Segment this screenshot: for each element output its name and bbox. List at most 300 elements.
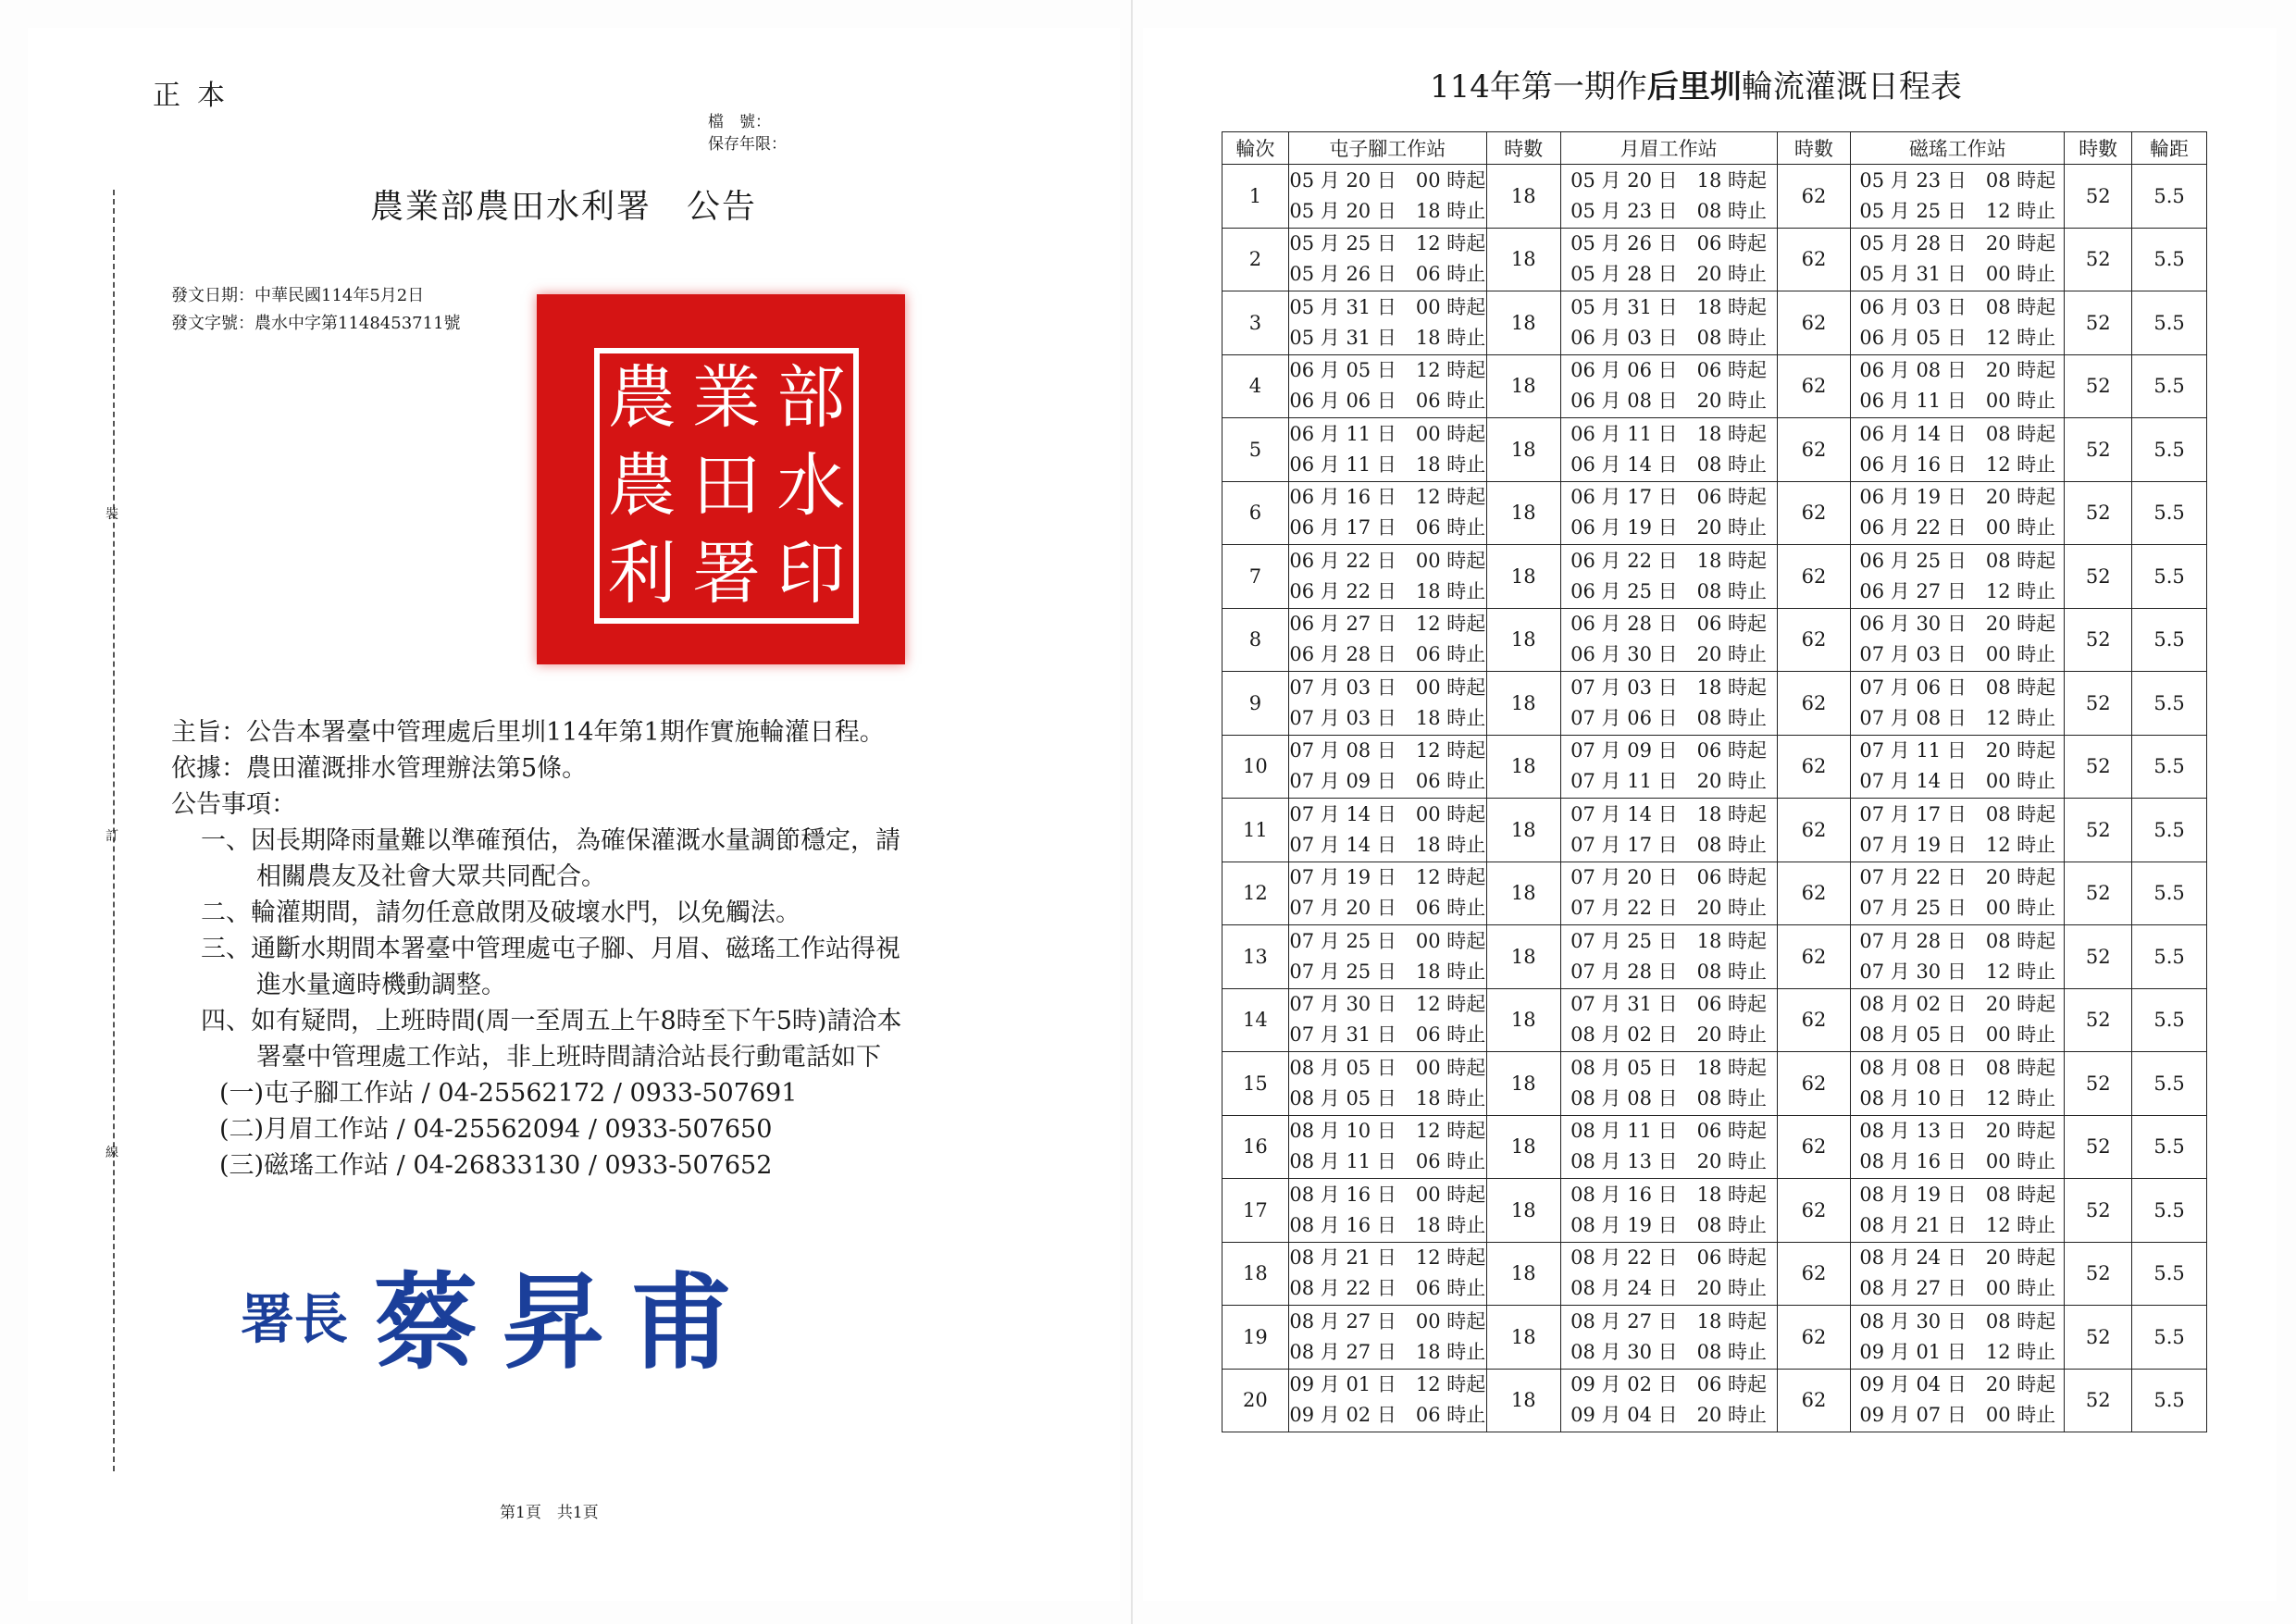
- period-end: 06 月 19 日 20 時止: [1570, 516, 1768, 539]
- yuemei-period: [1560, 1115, 1777, 1179]
- period-end: 07 月 14 日 00 時止: [1859, 770, 2056, 793]
- table-row: [1222, 545, 2207, 609]
- round-number: 4: [1222, 354, 1289, 418]
- yuemei-hours: 62: [1777, 608, 1851, 672]
- rotation-interval: 5.5: [2132, 1242, 2207, 1306]
- period-start: 06 月 28 日 06 時起: [1570, 613, 1768, 636]
- ciyao-hours: 52: [2065, 735, 2132, 799]
- period-end: 07 月 20 日 06 時止: [1289, 897, 1486, 920]
- period-end: 06 月 28 日 06 時止: [1289, 643, 1486, 666]
- seal-glyph: 印: [776, 534, 846, 614]
- period-start: 07 月 17 日 08 時起: [1859, 802, 2056, 825]
- period-end: 06 月 11 日 00 時止: [1859, 390, 2056, 413]
- tunzijiao-period: [1288, 481, 1486, 545]
- yuemei-hours: 62: [1777, 1052, 1851, 1116]
- column-header: 輪次: [1222, 132, 1289, 165]
- period-end: 07 月 09 日 06 時止: [1289, 770, 1486, 793]
- ciyao-period: [1851, 1115, 2065, 1179]
- column-header: 時數: [1777, 132, 1851, 165]
- period-end: 06 月 05 日 12 時止: [1859, 326, 2056, 349]
- period-end: 09 月 07 日 00 時止: [1859, 1404, 2056, 1427]
- period-start: 07 月 31 日 06 時起: [1570, 993, 1768, 1016]
- notice-line: 依據：農田灌溉排水管理辦法第5條。: [171, 754, 588, 783]
- round-number: 6: [1222, 481, 1289, 545]
- tunzijiao-hours: 18: [1486, 862, 1560, 925]
- period-start: 06 月 30 日 20 時起: [1859, 613, 2056, 636]
- period-end: 06 月 22 日 00 時止: [1859, 516, 2056, 539]
- tunzijiao-hours: 18: [1486, 354, 1560, 418]
- rotation-interval: 5.5: [2132, 1306, 2207, 1370]
- period-end: 08 月 13 日 20 時止: [1570, 1150, 1768, 1173]
- period-start: 05 月 20 日 18 時起: [1570, 168, 1768, 192]
- period-start: 07 月 09 日 06 時起: [1570, 739, 1768, 762]
- period-end: 06 月 27 日 12 時止: [1859, 579, 2056, 602]
- notice-line: 相關農友及社會大眾共同配合。: [256, 862, 606, 891]
- period-start: 08 月 16 日 18 時起: [1570, 1183, 1768, 1206]
- ciyao-hours: 52: [2065, 1115, 2132, 1179]
- period-end: 08 月 16 日 18 時止: [1289, 1213, 1486, 1236]
- period-end: 05 月 31 日 00 時止: [1859, 263, 2056, 286]
- period-end: 05 月 23 日 08 時止: [1570, 199, 1768, 222]
- period-start: 08 月 02 日 20 時起: [1859, 993, 2056, 1016]
- period-end: 07 月 19 日 12 時止: [1859, 833, 2056, 856]
- tunzijiao-period: [1288, 988, 1486, 1052]
- period-start: 07 月 28 日 08 時起: [1859, 929, 2056, 952]
- round-number: 11: [1222, 799, 1289, 862]
- round-number: 19: [1222, 1306, 1289, 1370]
- seal-glyph: 農: [607, 445, 676, 526]
- tunzijiao-hours: 18: [1486, 925, 1560, 989]
- ciyao-period: [1851, 1242, 2065, 1306]
- period-end: 06 月 08 日 20 時止: [1570, 390, 1768, 413]
- period-start: 06 月 19 日 20 時起: [1859, 486, 2056, 509]
- period-end: 06 月 11 日 18 時止: [1289, 452, 1486, 476]
- period-start: 07 月 06 日 08 時起: [1859, 676, 2056, 699]
- period-start: 07 月 14 日 00 時起: [1289, 802, 1486, 825]
- table-row: [1222, 291, 2207, 355]
- tunzijiao-hours: 18: [1486, 165, 1560, 229]
- tunzijiao-hours: 18: [1486, 545, 1560, 609]
- issue-date: 發文日期：中華民國114年5月2日: [171, 286, 425, 305]
- period-end: 09 月 04 日 20 時止: [1570, 1404, 1768, 1427]
- yuemei-hours: 62: [1777, 1306, 1851, 1370]
- column-header: 時數: [2065, 132, 2132, 165]
- table-row: [1222, 862, 2207, 925]
- signature-block: [241, 1240, 757, 1389]
- tunzijiao-hours: 18: [1486, 1242, 1560, 1306]
- period-end: 07 月 28 日 08 時止: [1570, 960, 1768, 983]
- ciyao-period: [1851, 862, 2065, 925]
- period-end: 08 月 27 日 00 時止: [1859, 1277, 2056, 1300]
- period-start: 05 月 20 日 00 時起: [1289, 168, 1486, 192]
- yuemei-period: [1560, 988, 1777, 1052]
- period-end: 08 月 27 日 18 時止: [1289, 1340, 1486, 1363]
- tunzijiao-hours: 18: [1486, 1052, 1560, 1116]
- period-start: 05 月 31 日 18 時起: [1570, 295, 1768, 318]
- notice-line: 四、如有疑問，上班時間(周一至周五上午8時至下午5時)請洽本: [201, 1007, 902, 1035]
- rotation-interval: 5.5: [2132, 925, 2207, 989]
- ciyao-hours: 52: [2065, 165, 2132, 229]
- binding-mark: 裝: [105, 507, 118, 522]
- column-header: 輪距: [2132, 132, 2207, 165]
- tunzijiao-period: [1288, 545, 1486, 609]
- rotation-interval: 5.5: [2132, 672, 2207, 736]
- yuemei-hours: 62: [1777, 862, 1851, 925]
- ciyao-hours: 52: [2065, 925, 2132, 989]
- ciyao-period: [1851, 228, 2065, 291]
- period-end: 07 月 17 日 08 時止: [1570, 833, 1768, 856]
- tunzijiao-period: [1288, 925, 1486, 989]
- ciyao-hours: 52: [2065, 1179, 2132, 1243]
- yuemei-period: [1560, 925, 1777, 989]
- period-start: 07 月 25 日 18 時起: [1570, 929, 1768, 952]
- tunzijiao-hours: 18: [1486, 1179, 1560, 1243]
- ciyao-period: [1851, 354, 2065, 418]
- tunzijiao-hours: 18: [1486, 608, 1560, 672]
- table-row: [1222, 1052, 2207, 1116]
- period-end: 07 月 03 日 18 時止: [1289, 706, 1486, 729]
- ciyao-period: [1851, 291, 2065, 355]
- rotation-interval: 5.5: [2132, 1052, 2207, 1116]
- ciyao-hours: 52: [2065, 291, 2132, 355]
- period-end: 05 月 25 日 12 時止: [1859, 199, 2056, 222]
- period-start: 06 月 05 日 12 時起: [1289, 359, 1486, 382]
- period-start: 06 月 08 日 20 時起: [1859, 359, 2056, 382]
- tunzijiao-hours: 18: [1486, 1115, 1560, 1179]
- tunzijiao-period: [1288, 735, 1486, 799]
- period-start: 08 月 24 日 20 時起: [1859, 1246, 2056, 1270]
- seal-border: [594, 348, 859, 624]
- issue-info: [171, 282, 461, 338]
- ciyao-period: [1851, 672, 2065, 736]
- yuemei-hours: 62: [1777, 354, 1851, 418]
- rotation-interval: 5.5: [2132, 1369, 2207, 1432]
- period-end: 06 月 06 日 06 時止: [1289, 390, 1486, 413]
- round-number: 7: [1222, 545, 1289, 609]
- period-start: 05 月 26 日 06 時起: [1570, 232, 1768, 255]
- ciyao-hours: 52: [2065, 672, 2132, 736]
- title-prefix: 114年第一期作: [1430, 68, 1647, 105]
- period-start: 07 月 14 日 18 時起: [1570, 802, 1768, 825]
- table-row: [1222, 672, 2207, 736]
- tunzijiao-hours: 18: [1486, 988, 1560, 1052]
- ciyao-period: [1851, 1052, 2065, 1116]
- period-end: 05 月 28 日 20 時止: [1570, 263, 1768, 286]
- period-start: 05 月 28 日 20 時起: [1859, 232, 2056, 255]
- period-start: 08 月 11 日 06 時起: [1570, 1120, 1768, 1143]
- period-start: 07 月 11 日 20 時起: [1859, 739, 2056, 762]
- table-row: [1222, 418, 2207, 482]
- notice-line: (一)屯子腳工作站 / 04-25562172 / 0933-507691: [219, 1079, 798, 1108]
- retention-label: 保存年限：: [708, 135, 787, 154]
- rotation-interval: 5.5: [2132, 228, 2207, 291]
- table-row: [1222, 228, 2207, 291]
- ciyao-period: [1851, 165, 2065, 229]
- ciyao-period: [1851, 481, 2065, 545]
- period-end: 06 月 16 日 12 時止: [1859, 452, 2056, 476]
- yuemei-hours: 62: [1777, 988, 1851, 1052]
- tunzijiao-period: [1288, 672, 1486, 736]
- tunzijiao-hours: 18: [1486, 799, 1560, 862]
- period-start: 06 月 11 日 18 時起: [1570, 422, 1768, 445]
- table-row: [1222, 354, 2207, 418]
- tunzijiao-hours: 18: [1486, 481, 1560, 545]
- title-canal: 后里圳: [1646, 68, 1742, 105]
- table-row: [1222, 1369, 2207, 1432]
- irrigation-schedule-table: [1222, 131, 2207, 1432]
- round-number: 18: [1222, 1242, 1289, 1306]
- period-start: 08 月 19 日 08 時起: [1859, 1183, 2056, 1206]
- period-end: 09 月 01 日 12 時止: [1859, 1340, 2056, 1363]
- seal-glyph: 利: [607, 534, 676, 614]
- yuemei-hours: 62: [1777, 1369, 1851, 1432]
- yuemei-period: [1560, 672, 1777, 736]
- yuemei-hours: 62: [1777, 545, 1851, 609]
- rotation-interval: 5.5: [2132, 862, 2207, 925]
- yuemei-period: [1560, 608, 1777, 672]
- ciyao-hours: 52: [2065, 608, 2132, 672]
- notice-line: 三、通斷水期間本署臺中管理處屯子腳、月眉、磁瑤工作站得視: [201, 935, 900, 963]
- rotation-interval: 5.5: [2132, 735, 2207, 799]
- notice-line: (三)磁瑤工作站 / 04-26833130 / 0933-507652: [219, 1151, 773, 1180]
- notice-heading: 農業部農田水利署 公告: [370, 188, 758, 226]
- yuemei-period: [1560, 735, 1777, 799]
- period-start: 06 月 06 日 06 時起: [1570, 359, 1768, 382]
- copy-label: 正本: [153, 80, 242, 112]
- rotation-interval: 5.5: [2132, 1115, 2207, 1179]
- tunzijiao-hours: 18: [1486, 1306, 1560, 1370]
- period-end: 08 月 08 日 08 時止: [1570, 1086, 1768, 1110]
- table-row: [1222, 165, 2207, 229]
- binding-mark: 線: [105, 1146, 118, 1160]
- period-end: 06 月 30 日 20 時止: [1570, 643, 1768, 666]
- notice-line: 進水量適時機動調整。: [256, 971, 506, 999]
- ciyao-hours: 52: [2065, 1242, 2132, 1306]
- period-end: 07 月 14 日 18 時止: [1289, 833, 1486, 856]
- table-row: [1222, 735, 2207, 799]
- period-start: 08 月 22 日 06 時起: [1570, 1246, 1768, 1270]
- period-end: 07 月 22 日 20 時止: [1570, 897, 1768, 920]
- period-start: 06 月 27 日 12 時起: [1289, 613, 1486, 636]
- period-end: 07 月 11 日 20 時止: [1570, 770, 1768, 793]
- period-end: 08 月 24 日 20 時止: [1570, 1277, 1768, 1300]
- rotation-interval: 5.5: [2132, 988, 2207, 1052]
- official-seal: [537, 294, 905, 664]
- period-start: 08 月 27 日 00 時起: [1289, 1309, 1486, 1333]
- column-header: 磁瑤工作站: [1851, 132, 2065, 165]
- yuemei-period: [1560, 1179, 1777, 1243]
- ciyao-period: [1851, 1369, 2065, 1432]
- period-end: 06 月 14 日 08 時止: [1570, 452, 1768, 476]
- table-row: [1222, 1179, 2207, 1243]
- tunzijiao-hours: 18: [1486, 228, 1560, 291]
- ciyao-hours: 52: [2065, 1052, 2132, 1116]
- table-row: [1222, 799, 2207, 862]
- period-start: 08 月 08 日 08 時起: [1859, 1056, 2056, 1079]
- table-row: [1222, 988, 2207, 1052]
- ciyao-hours: 52: [2065, 354, 2132, 418]
- rotation-interval: 5.5: [2132, 1179, 2207, 1243]
- period-end: 05 月 26 日 06 時止: [1289, 263, 1486, 286]
- table-row: [1222, 1242, 2207, 1306]
- column-header: 月眉工作站: [1560, 132, 1777, 165]
- round-number: 15: [1222, 1052, 1289, 1116]
- seal-glyph: 農: [607, 357, 676, 438]
- yuemei-hours: 62: [1777, 925, 1851, 989]
- table-row: [1222, 1306, 2207, 1370]
- period-end: 08 月 22 日 06 時止: [1289, 1277, 1486, 1300]
- period-end: 07 月 03 日 00 時止: [1859, 643, 2056, 666]
- tunzijiao-period: [1288, 418, 1486, 482]
- yuemei-period: [1560, 799, 1777, 862]
- period-start: 06 月 22 日 18 時起: [1570, 549, 1768, 572]
- period-end: 07 月 08 日 12 時止: [1859, 706, 2056, 729]
- table-row: [1222, 481, 2207, 545]
- period-start: 08 月 05 日 00 時起: [1289, 1056, 1486, 1079]
- column-header: 時數: [1486, 132, 1560, 165]
- period-start: 06 月 17 日 06 時起: [1570, 486, 1768, 509]
- yuemei-hours: 62: [1777, 1115, 1851, 1179]
- notice-body: [171, 714, 1004, 1184]
- ciyao-hours: 52: [2065, 228, 2132, 291]
- period-start: 09 月 01 日 12 時起: [1289, 1373, 1486, 1396]
- tunzijiao-period: [1288, 1052, 1486, 1116]
- period-end: 09 月 02 日 06 時止: [1289, 1404, 1486, 1427]
- round-number: 8: [1222, 608, 1289, 672]
- yuemei-period: [1560, 862, 1777, 925]
- tunzijiao-hours: 18: [1486, 1369, 1560, 1432]
- binding-mark: 訂: [105, 829, 118, 844]
- period-start: 07 月 19 日 12 時起: [1289, 866, 1486, 889]
- signer-title: 署長: [241, 1287, 349, 1351]
- rotation-interval: 5.5: [2132, 481, 2207, 545]
- round-number: 13: [1222, 925, 1289, 989]
- notice-line: 一、因長期降雨量難以準確預估，為確保灌溉水量調節穩定，請: [201, 826, 900, 855]
- schedule-title: [1430, 61, 1962, 106]
- seal-glyph: 署: [691, 534, 761, 614]
- tunzijiao-hours: 18: [1486, 735, 1560, 799]
- notice-line: 公告事項：: [171, 790, 296, 819]
- ciyao-hours: 52: [2065, 988, 2132, 1052]
- period-start: 07 月 25 日 00 時起: [1289, 929, 1486, 952]
- period-start: 08 月 16 日 00 時起: [1289, 1183, 1486, 1206]
- ciyao-period: [1851, 925, 2065, 989]
- period-end: 05 月 31 日 18 時止: [1289, 326, 1486, 349]
- notice-line: (二)月眉工作站 / 04-25562094 / 0933-507650: [219, 1115, 773, 1144]
- tunzijiao-period: [1288, 354, 1486, 418]
- seal-glyph: 部: [776, 357, 846, 438]
- yuemei-period: [1560, 1369, 1777, 1432]
- tunzijiao-period: [1288, 1306, 1486, 1370]
- yuemei-period: [1560, 165, 1777, 229]
- ciyao-period: [1851, 418, 2065, 482]
- period-start: 06 月 11 日 00 時起: [1289, 422, 1486, 445]
- yuemei-period: [1560, 418, 1777, 482]
- table-header-row: [1222, 132, 2207, 165]
- notice-line: 主旨：公告本署臺中管理處后里圳114年第1期作實施輪灌日程。: [171, 718, 885, 747]
- yuemei-period: [1560, 354, 1777, 418]
- table-row: [1222, 608, 2207, 672]
- ciyao-period: [1851, 799, 2065, 862]
- notice-line: 二、輪灌期間，請勿任意啟閉及破壞水門，以免觸法。: [201, 899, 800, 927]
- period-end: 08 月 16 日 00 時止: [1859, 1150, 2056, 1173]
- table-row: [1222, 925, 2207, 989]
- yuemei-hours: 62: [1777, 799, 1851, 862]
- tunzijiao-period: [1288, 1242, 1486, 1306]
- period-end: 08 月 19 日 08 時止: [1570, 1213, 1768, 1236]
- round-number: 1: [1222, 165, 1289, 229]
- period-start: 08 月 05 日 18 時起: [1570, 1056, 1768, 1079]
- period-end: 08 月 05 日 00 時止: [1859, 1023, 2056, 1047]
- period-start: 07 月 03 日 18 時起: [1570, 676, 1768, 699]
- period-start: 05 月 25 日 12 時起: [1289, 232, 1486, 255]
- period-end: 06 月 25 日 08 時止: [1570, 579, 1768, 602]
- file-no-label: 檔 號：: [708, 113, 771, 131]
- yuemei-hours: 62: [1777, 418, 1851, 482]
- round-number: 14: [1222, 988, 1289, 1052]
- seal-glyph: 業: [691, 357, 761, 438]
- yuemei-period: [1560, 228, 1777, 291]
- yuemei-period: [1560, 291, 1777, 355]
- period-start: 08 月 13 日 20 時起: [1859, 1120, 2056, 1143]
- tunzijiao-period: [1288, 1369, 1486, 1432]
- round-number: 12: [1222, 862, 1289, 925]
- yuemei-period: [1560, 481, 1777, 545]
- period-end: 06 月 22 日 18 時止: [1289, 579, 1486, 602]
- ciyao-hours: 52: [2065, 799, 2132, 862]
- round-number: 2: [1222, 228, 1289, 291]
- issue-number: 發文字號：農水中字第1148453711號: [171, 314, 461, 333]
- tunzijiao-period: [1288, 862, 1486, 925]
- period-start: 06 月 22 日 00 時起: [1289, 549, 1486, 572]
- rotation-interval: 5.5: [2132, 545, 2207, 609]
- yuemei-hours: 62: [1777, 291, 1851, 355]
- round-number: 16: [1222, 1115, 1289, 1179]
- tunzijiao-period: [1288, 1115, 1486, 1179]
- ciyao-period: [1851, 1306, 2065, 1370]
- tunzijiao-period: [1288, 228, 1486, 291]
- title-suffix: 輪流灌溉日程表: [1741, 68, 1962, 105]
- period-end: 06 月 17 日 06 時止: [1289, 516, 1486, 539]
- yuemei-hours: 62: [1777, 481, 1851, 545]
- period-start: 07 月 08 日 12 時起: [1289, 739, 1486, 762]
- yuemei-period: [1560, 545, 1777, 609]
- round-number: 9: [1222, 672, 1289, 736]
- ciyao-period: [1851, 608, 2065, 672]
- period-start: 07 月 03 日 00 時起: [1289, 676, 1486, 699]
- tunzijiao-period: [1288, 1179, 1486, 1243]
- round-number: 5: [1222, 418, 1289, 482]
- period-end: 08 月 21 日 12 時止: [1859, 1213, 2056, 1236]
- round-number: 10: [1222, 735, 1289, 799]
- round-number: 17: [1222, 1179, 1289, 1243]
- period-start: 06 月 16 日 12 時起: [1289, 486, 1486, 509]
- ciyao-period: [1851, 735, 2065, 799]
- tunzijiao-hours: 18: [1486, 418, 1560, 482]
- period-start: 08 月 27 日 18 時起: [1570, 1309, 1768, 1333]
- rotation-interval: 5.5: [2132, 354, 2207, 418]
- period-start: 07 月 30 日 12 時起: [1289, 993, 1486, 1016]
- yuemei-hours: 62: [1777, 735, 1851, 799]
- yuemei-hours: 62: [1777, 1242, 1851, 1306]
- rotation-interval: 5.5: [2132, 418, 2207, 482]
- period-end: 08 月 30 日 08 時止: [1570, 1340, 1768, 1363]
- ciyao-hours: 52: [2065, 418, 2132, 482]
- round-number: 3: [1222, 291, 1289, 355]
- tunzijiao-period: [1288, 608, 1486, 672]
- signer-name: 蔡昇甫: [374, 1262, 758, 1383]
- period-start: 08 月 30 日 08 時起: [1859, 1309, 2056, 1333]
